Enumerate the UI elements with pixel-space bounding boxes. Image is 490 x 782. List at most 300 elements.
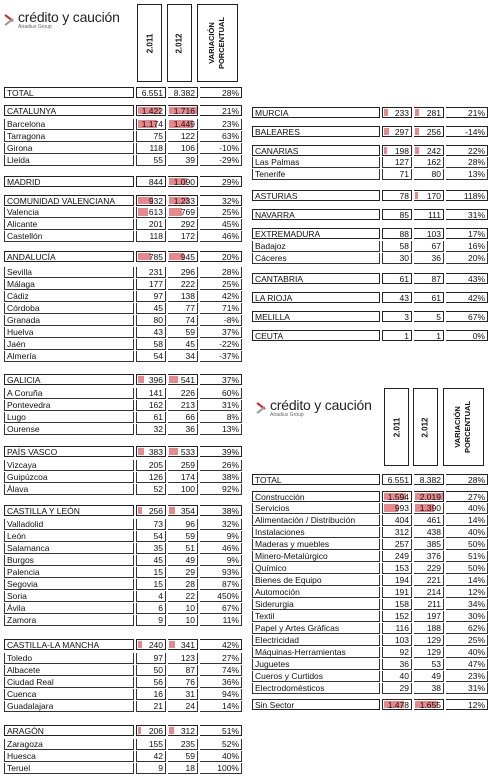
variation-pct: 14% (200, 701, 242, 712)
row-label: CEUTA (252, 330, 380, 341)
variation-pct: 32% (200, 519, 242, 530)
value-2011: 205 (136, 460, 166, 471)
row-label: Castellón (4, 231, 134, 242)
row-label: NAVARRA (252, 209, 380, 220)
value-2012: 162 (414, 157, 444, 168)
value-2011: 54 (136, 351, 166, 362)
value-2011: 194 (382, 575, 412, 586)
table-row (4, 653, 242, 664)
value-text: 1.716 (173, 106, 195, 116)
variation-pct: 21% (446, 107, 488, 118)
row-label: Las Palmas (252, 157, 380, 168)
value-2011 (136, 446, 166, 457)
value-2011 (136, 119, 166, 130)
value-2011: 103 (382, 635, 412, 646)
table-row (4, 484, 242, 495)
table-row (4, 412, 242, 423)
row-label: BALEARES (252, 126, 380, 137)
value-2012: 59 (168, 531, 198, 542)
value-text: 993 (394, 503, 409, 513)
table-row (4, 567, 242, 578)
row-label: Alicante (4, 219, 134, 230)
value-bar (384, 147, 387, 154)
value-text: 541 (180, 375, 195, 385)
row-label: GALICIA (4, 374, 134, 385)
value-2011: 35 (136, 543, 166, 554)
value-2011: 92 (382, 647, 412, 658)
row-label: Ciudad Real (4, 677, 134, 688)
group-row (252, 228, 488, 239)
value-2011 (382, 491, 412, 502)
logo-brand: crédito y caución (270, 397, 372, 413)
table-row (4, 267, 242, 278)
table-row (252, 575, 488, 586)
row-label: CANARIAS (252, 145, 380, 156)
table-row (4, 155, 242, 166)
value-2012: 51 (168, 543, 198, 554)
row-label: Huesca (4, 751, 134, 762)
row-label: Álava (4, 484, 134, 495)
row-label: Instalaciones (252, 527, 380, 538)
logo-subtitle: Atradius Group (270, 412, 304, 418)
value-2011: 9 (136, 615, 166, 626)
group-row (4, 87, 242, 98)
value-2012 (168, 119, 198, 130)
row-label: Cádiz (4, 291, 134, 302)
variation-pct: 71% (200, 303, 242, 314)
variation-pct: 43% (446, 273, 488, 284)
row-label: CATALUNYA (4, 105, 134, 116)
variation-pct: 38% (200, 472, 242, 483)
value-2012 (414, 107, 444, 118)
value-2011 (136, 374, 166, 385)
value-2011 (136, 725, 166, 736)
table-row (252, 551, 488, 562)
logo-bird-icon (256, 402, 268, 414)
value-bar (169, 727, 174, 734)
variation-pct: 25% (446, 635, 488, 646)
value-2012: 38 (414, 683, 444, 694)
value-text: 1.174 (141, 119, 163, 129)
value-2011: 312 (382, 527, 412, 538)
value-2011: 6.551 (382, 474, 412, 485)
logo-left (4, 10, 120, 30)
value-text: 1.422 (141, 106, 163, 116)
value-2011: 9 (136, 763, 166, 774)
value-2011: 71 (382, 169, 412, 180)
group-row (252, 145, 488, 156)
value-2012 (168, 639, 198, 650)
value-2011: 152 (382, 611, 412, 622)
header-year-2011: 2.011 (137, 4, 162, 82)
row-label: Alimentación / Distribución (252, 515, 380, 526)
value-2011: 177 (136, 279, 166, 290)
row-label: Badajoz (252, 241, 380, 252)
row-label: Minero-Metalúrgico (252, 551, 380, 562)
table-row (4, 519, 242, 530)
group-row (4, 725, 242, 736)
value-2012: 36 (168, 424, 198, 435)
value-2012: 235 (168, 739, 198, 750)
table-row (252, 647, 488, 658)
value-text: 1.655 (419, 700, 441, 710)
variation-pct: 12% (446, 587, 488, 598)
value-2012: 222 (168, 279, 198, 290)
logo-subtitle: Atradius Group (18, 24, 52, 30)
variation-pct: 23% (446, 671, 488, 682)
value-2012: 122 (168, 131, 198, 142)
table-row (4, 315, 242, 326)
variation-pct: 21% (200, 105, 242, 116)
row-label: Juguetes (252, 659, 380, 670)
variation-pct: 23% (200, 119, 242, 130)
variation-pct: 13% (200, 424, 242, 435)
value-2012: 385 (414, 539, 444, 550)
value-text: 1.090 (173, 177, 195, 187)
variation-pct: 40% (446, 503, 488, 514)
table-row (4, 543, 242, 554)
variation-pct: 38% (200, 505, 242, 516)
value-text: 233 (394, 108, 409, 118)
value-2012 (168, 195, 198, 206)
value-2011: 58 (136, 339, 166, 350)
table-row (4, 143, 242, 154)
value-2012: 292 (168, 219, 198, 230)
value-2011: 153 (382, 563, 412, 574)
table-row (252, 253, 488, 264)
table-row (252, 683, 488, 694)
table-row (4, 689, 242, 700)
variation-pct: 52% (200, 739, 242, 750)
value-text: 1.390 (419, 503, 441, 513)
group-row (4, 505, 242, 516)
row-label: LA RIOJA (252, 292, 380, 303)
value-bar (169, 641, 175, 648)
value-2012: 74 (168, 315, 198, 326)
table-row (4, 763, 242, 774)
table-row (4, 231, 242, 242)
variation-pct: 46% (200, 231, 242, 242)
variation-pct: 94% (200, 689, 242, 700)
row-label: Barcelona (4, 119, 134, 130)
value-2012: 106 (168, 143, 198, 154)
row-label: CASTILLA Y LEÓN (4, 505, 134, 516)
value-bar (169, 376, 178, 383)
row-label: Construcción (252, 491, 380, 502)
value-2012: 53 (414, 659, 444, 670)
variation-pct: 32% (200, 195, 242, 206)
value-2012: 59 (168, 327, 198, 338)
group-row (252, 699, 488, 710)
value-2012 (168, 251, 198, 262)
logo-right (256, 398, 372, 418)
value-2012: 87 (168, 665, 198, 676)
group-row (252, 292, 488, 303)
value-2011: 78 (382, 190, 412, 201)
variation-pct: -22% (200, 339, 242, 350)
row-label: MELILLA (252, 311, 380, 322)
value-2011: 162 (136, 400, 166, 411)
value-2012 (414, 145, 444, 156)
value-2011: 55 (136, 155, 166, 166)
row-label: PAÍS VASCO (4, 446, 134, 457)
row-label: Sevilla (4, 267, 134, 278)
table-row (4, 351, 242, 362)
value-bar (138, 376, 144, 383)
group-row (4, 176, 242, 187)
variation-pct: 27% (200, 653, 242, 664)
table-row (4, 388, 242, 399)
table-row (4, 555, 242, 566)
variation-pct: 11% (200, 615, 242, 626)
value-2011: 42 (136, 751, 166, 762)
value-text: 240 (148, 640, 163, 650)
value-2011: 75 (136, 131, 166, 142)
value-2011: 80 (136, 315, 166, 326)
value-2011: 32 (136, 424, 166, 435)
value-2012 (168, 505, 198, 516)
value-2011: 45 (136, 303, 166, 314)
value-2012: 138 (168, 291, 198, 302)
value-2012 (414, 126, 444, 137)
row-label: Valencia (4, 207, 134, 218)
variation-pct: 450% (200, 591, 242, 602)
value-2011: 30 (382, 253, 412, 264)
row-label: Máquinas-Herramientas (252, 647, 380, 658)
row-label: Albacete (4, 665, 134, 676)
value-2012: 226 (168, 388, 198, 399)
row-label: Electricidad (252, 635, 380, 646)
value-2011: 36 (382, 659, 412, 670)
value-bar (415, 109, 419, 116)
variation-pct: 28% (446, 474, 488, 485)
value-2012: 213 (168, 400, 198, 411)
value-2012: 66 (168, 412, 198, 423)
value-text: 206 (148, 726, 163, 736)
value-2012: 214 (414, 587, 444, 598)
value-2011: 155 (136, 739, 166, 750)
row-label: MADRID (4, 176, 134, 187)
value-2012: 438 (414, 527, 444, 538)
row-label: ASTURIAS (252, 190, 380, 201)
row-label: Lleida (4, 155, 134, 166)
table-row (4, 119, 242, 130)
value-2011: 126 (136, 472, 166, 483)
value-2011: 118 (136, 231, 166, 242)
value-2012: 188 (414, 623, 444, 634)
table-row (252, 527, 488, 538)
variation-pct: 37% (200, 327, 242, 338)
row-label: Segovia (4, 579, 134, 590)
value-text: 945 (180, 252, 195, 262)
value-2012 (414, 699, 444, 710)
variation-pct: 93% (200, 567, 242, 578)
variation-pct: 60% (200, 388, 242, 399)
group-row (252, 273, 488, 284)
table-row (4, 531, 242, 542)
row-label: Químico (252, 563, 380, 574)
value-bar (169, 507, 175, 514)
variation-pct: 51% (200, 725, 242, 736)
table-row (4, 219, 242, 230)
value-text: 1.449 (173, 119, 195, 129)
variation-pct: 26% (200, 460, 242, 471)
value-2011: 16 (136, 689, 166, 700)
value-2012 (414, 190, 444, 201)
table-row (252, 599, 488, 610)
row-label: Zamora (4, 615, 134, 626)
header-year-2011-sectors: 2.011 (384, 388, 409, 466)
value-2012: 45 (168, 339, 198, 350)
value-2012: 1 (414, 330, 444, 341)
value-bar (415, 147, 419, 154)
row-label: Textil (252, 611, 380, 622)
table-row (252, 169, 488, 180)
value-2012: 129 (414, 635, 444, 646)
value-2011: 127 (382, 157, 412, 168)
row-label: ANDALUCÍA (4, 251, 134, 262)
value-2012: 24 (168, 701, 198, 712)
value-2011: 50 (136, 665, 166, 676)
value-text: 281 (426, 108, 441, 118)
table-row (4, 739, 242, 750)
group-row (4, 105, 242, 116)
variation-pct: 51% (446, 551, 488, 562)
table-row (4, 460, 242, 471)
value-2012 (168, 446, 198, 457)
header-variation: VARIACIÓN PORCENTUAL (197, 4, 238, 82)
value-2011 (382, 126, 412, 137)
variation-pct: 25% (200, 207, 242, 218)
variation-pct: 25% (200, 279, 242, 290)
variation-pct: 27% (446, 491, 488, 502)
value-text: 312 (180, 726, 195, 736)
value-bar (169, 448, 178, 455)
value-2012 (168, 374, 198, 385)
row-label: Tarragona (4, 131, 134, 142)
table-row (252, 563, 488, 574)
row-label: Teruel (4, 763, 134, 774)
value-2012: 100 (168, 484, 198, 495)
group-row (4, 639, 242, 650)
value-2011: 158 (382, 599, 412, 610)
variation-pct: 28% (200, 87, 242, 98)
table-row (4, 665, 242, 676)
table-row (4, 751, 242, 762)
variation-pct: 8% (200, 412, 242, 423)
value-text: 533 (180, 447, 195, 457)
row-label: Palencia (4, 567, 134, 578)
group-row (252, 190, 488, 201)
value-text: 256 (426, 127, 441, 137)
value-text: 198 (394, 146, 409, 156)
row-label: Papel y Artes Gráficas (252, 623, 380, 634)
value-2012: 67 (414, 241, 444, 252)
value-2011 (136, 207, 166, 218)
value-2012: 29 (168, 567, 198, 578)
value-text: 1.478 (387, 700, 409, 710)
variation-pct: 20% (200, 251, 242, 262)
row-label: Siderurgia (252, 599, 380, 610)
table-row (252, 539, 488, 550)
variation-pct: 40% (200, 751, 242, 762)
row-label: A Coruña (4, 388, 134, 399)
value-2011: 45 (136, 555, 166, 566)
value-2011: 97 (136, 291, 166, 302)
value-2011 (136, 251, 166, 262)
row-label: Guadalajara (4, 701, 134, 712)
value-2012: 8.382 (168, 87, 198, 98)
table-row (4, 579, 242, 590)
value-2012: 211 (414, 599, 444, 610)
variation-pct: 22% (446, 145, 488, 156)
variation-pct: 42% (200, 291, 242, 302)
value-2011: 97 (136, 653, 166, 664)
row-label: Cueros y Curtidos (252, 671, 380, 682)
value-2011: 116 (382, 623, 412, 634)
variation-pct: 29% (200, 176, 242, 187)
variation-pct: 28% (446, 157, 488, 168)
row-label: Zaragoza (4, 739, 134, 750)
table-row (4, 591, 242, 602)
value-2011: 257 (382, 539, 412, 550)
value-2011: 3 (382, 311, 412, 322)
row-label: Tenerife (252, 169, 380, 180)
variation-pct: -8% (200, 315, 242, 326)
variation-pct: 63% (200, 131, 242, 142)
group-row (4, 251, 242, 262)
variation-pct: 36% (200, 677, 242, 688)
value-2012: 87 (414, 273, 444, 284)
value-2012: 10 (168, 615, 198, 626)
variation-pct: 14% (446, 575, 488, 586)
group-row (252, 209, 488, 220)
value-text: 383 (148, 447, 163, 457)
variation-pct: 31% (200, 400, 242, 411)
table-row (4, 701, 242, 712)
row-label: Ourense (4, 424, 134, 435)
value-text: 932 (148, 196, 163, 206)
variation-pct: 62% (446, 623, 488, 634)
value-2011: 15 (136, 567, 166, 578)
row-label: Granada (4, 315, 134, 326)
value-text: 613 (148, 207, 163, 217)
header-year-2012: 2.012 (167, 4, 192, 82)
value-2011: 249 (382, 551, 412, 562)
value-bar (415, 128, 419, 135)
value-2011: 21 (136, 701, 166, 712)
table-row (252, 623, 488, 634)
group-row (252, 107, 488, 118)
variation-pct: 42% (200, 639, 242, 650)
row-label: Automoción (252, 587, 380, 598)
variation-pct: 31% (446, 209, 488, 220)
variation-pct: 47% (446, 659, 488, 670)
value-2011: 43 (382, 292, 412, 303)
variation-pct: 50% (446, 539, 488, 550)
value-2012 (168, 176, 198, 187)
variation-pct: 13% (446, 169, 488, 180)
variation-pct: 42% (446, 292, 488, 303)
value-2012: 8.382 (414, 474, 444, 485)
variation-pct: 14% (446, 515, 488, 526)
value-2012: 5 (414, 311, 444, 322)
header-variation-sectors: VARIACIÓN PORCENTUAL (443, 388, 484, 466)
table-row (4, 291, 242, 302)
value-2012: 96 (168, 519, 198, 530)
value-2011: 15 (136, 579, 166, 590)
variation-pct: 12% (446, 699, 488, 710)
